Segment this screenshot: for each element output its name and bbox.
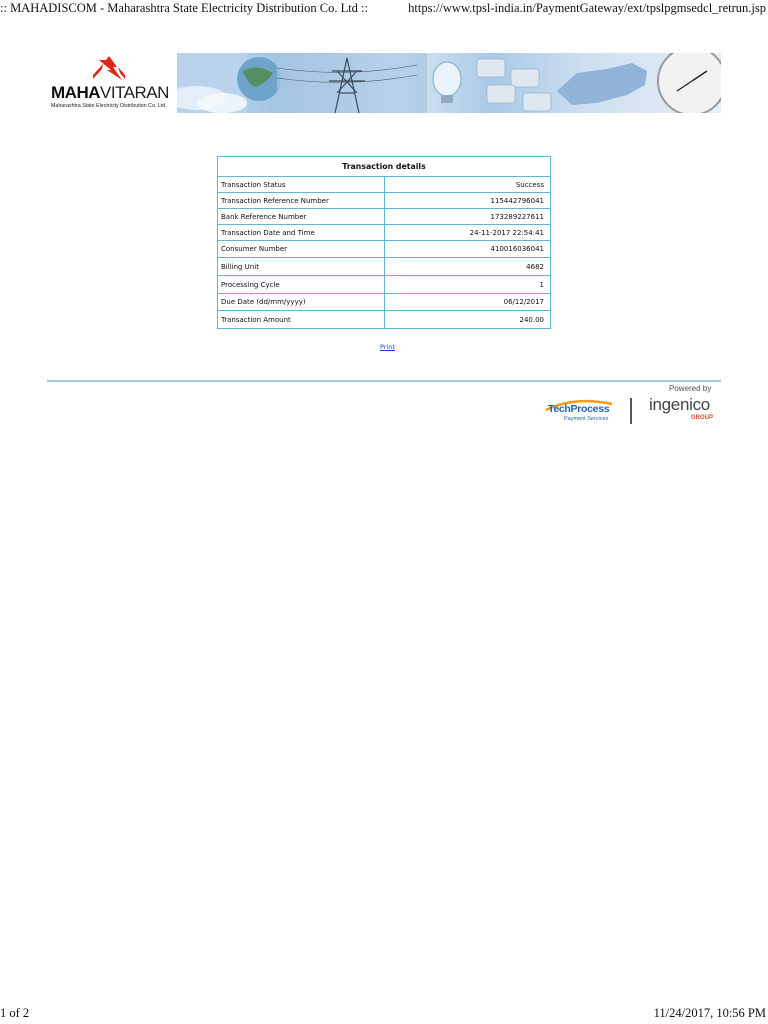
- logo-maha: MAHA: [51, 83, 100, 102]
- mahavitaran-logo: [47, 53, 177, 113]
- page-url: https://www.tpsl-india.in/PaymentGateway/ext/tpslpgmsedcl_retrun.jsp: [408, 1, 766, 15]
- row-value: 1: [385, 276, 551, 294]
- table-row: [218, 258, 551, 276]
- row-value: 115442796041: [385, 193, 551, 209]
- table-header-row: [218, 157, 551, 177]
- ingenico-logo: ingenico: [649, 395, 710, 414]
- banner-collage: [177, 53, 721, 113]
- row-value: 410016036041: [385, 241, 551, 258]
- table-row: [218, 225, 551, 241]
- row-label: Bank Reference Number: [218, 209, 385, 225]
- site-banner: [47, 53, 721, 113]
- print-datetime: 11/24/2017, 10:56 PM: [653, 1006, 766, 1020]
- table-row: [218, 311, 551, 329]
- table-row: [218, 177, 551, 193]
- page-number: 1 of 2: [0, 1006, 30, 1020]
- row-value: Success: [385, 177, 551, 193]
- light-bulb-icon: [433, 62, 461, 103]
- table-row: [218, 209, 551, 225]
- logo-vitaran: VITARAN: [100, 83, 169, 102]
- lightning-bolt-icon: [89, 55, 129, 81]
- footer-divider: [47, 380, 721, 382]
- table-row: [218, 276, 551, 294]
- table-row: [218, 241, 551, 258]
- transaction-details-table: [217, 156, 551, 329]
- row-label: Due Date (dd/mm/yyyy): [218, 294, 385, 311]
- techprocess-name: TechProcess: [548, 403, 610, 415]
- techprocess-logo: [544, 396, 616, 426]
- logo-wordmark: [51, 83, 169, 103]
- row-value: 173289227611: [385, 209, 551, 225]
- print-header: [0, 0, 768, 20]
- row-value: 240.00: [385, 311, 551, 329]
- row-value: 4682: [385, 258, 551, 276]
- keyboard-icon: [477, 59, 551, 111]
- banner-collage-art: [177, 53, 721, 113]
- page-title: :: MAHADISCOM - Maharashtra State Electricity Distribution Co. Ltd ::: [0, 1, 369, 15]
- logo-subtitle: Maharashtra State Electricity Distribution Co. Ltd.: [51, 103, 167, 109]
- print-link[interactable]: Print: [380, 343, 395, 351]
- row-label: Transaction Amount: [218, 311, 385, 329]
- row-label: Transaction Date and Time: [218, 225, 385, 241]
- techprocess-subtitle: Payment Services: [564, 416, 609, 422]
- brand-separator: [630, 398, 632, 424]
- powered-by-label: Powered by: [669, 384, 712, 393]
- clock-icon: [658, 53, 721, 113]
- table-row: [218, 193, 551, 209]
- ingenico-group-label: GROUP: [691, 415, 714, 421]
- table-row: [218, 294, 551, 311]
- row-label: Processing Cycle: [218, 276, 385, 294]
- print-footer: [0, 1004, 768, 1024]
- row-label: Transaction Status: [218, 177, 385, 193]
- row-label: Transaction Reference Number: [218, 193, 385, 209]
- row-value: 06/12/2017: [385, 294, 551, 311]
- row-label: Consumer Number: [218, 241, 385, 258]
- transaction-details-heading: Transaction details: [218, 157, 551, 177]
- maharashtra-map-icon: [557, 63, 647, 105]
- row-value: 24-11-2017 22:54:41: [385, 225, 551, 241]
- row-label: Billing Unit: [218, 258, 385, 276]
